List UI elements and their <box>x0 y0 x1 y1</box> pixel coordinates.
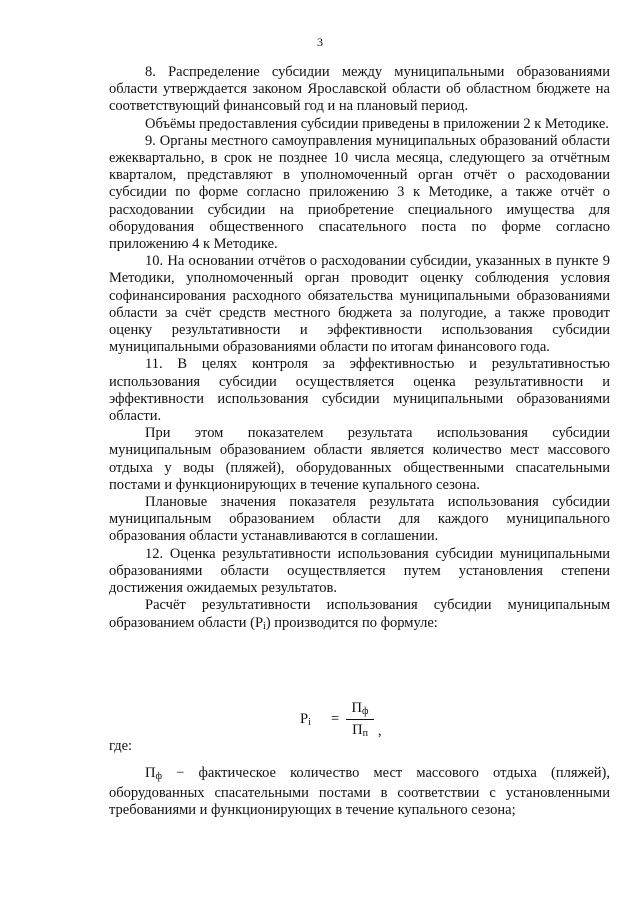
fraction-bar <box>346 719 374 720</box>
paragraph-9: 9. Органы местного самоуправления муниципальных образований области ежеквартально, в срок не позднее 10 числа месяца, следующего за отчётным кварталом, представляют в уполномоченный орган отчёт о расходовании субсидии по форме согласно приложению 3 к Методике, а также отчёт о расходовании субсидии на приобретение специального имущества для оборудования общественного спасательного поста по форме согласно приложению 4 к Методике. <box>109 132 610 253</box>
paragraph-11-planned: Плановые значения показателя результата использования субсидии муниципальным образованием области для каждого муниципального образования области устанавливаются в соглашении. <box>109 494 610 545</box>
formula-lhs-sub: i <box>308 717 311 728</box>
paragraph-10: 10. На основании отчётов о расходовании субсидии, указанных в пункте 9 Методики, уполномоченный орган проводит оценку соблюдения условия софинансирования расходного обязательства муниципальными образованиями области за счёт средств местного бюджета за полугодие, а также проводит оценку результативности и эффективности использования субсидии муниципальными образованиями области по итогам финансового года. <box>109 253 610 356</box>
definition-text: − фактическое количество мест массового отдыха (пляжей), оборудованных спасательными постами в соответствии с установленными требованиями и функционирующих в течение купального сезона; <box>109 765 610 819</box>
where-label: где: <box>109 738 133 754</box>
paragraph-12-calculation <box>109 597 610 634</box>
formula-lhs-symbol: Р <box>300 711 309 727</box>
document-body <box>109 64 610 635</box>
formula <box>300 697 420 767</box>
calc-text-2: ) производится по формуле: <box>265 614 438 631</box>
formula-lhs <box>300 711 311 728</box>
formula-equals: = <box>331 711 340 727</box>
paragraph-8-volumes: Объёмы предоставления субсидии приведены в приложении 2 к Методике. <box>145 115 609 132</box>
paragraph-11-indicator: При этом показателем результата использования субсидии муниципальным образованием области является количество мест массового отдыха у воды (пляжей), оборудованных общественными спасательными постами и функционирующих в течение купального сезона. <box>109 425 610 493</box>
page-number: 3 <box>317 35 323 49</box>
definition-symbol-sub: ф <box>155 771 162 782</box>
calc-text-1: Расчёт результативности использования субсидии муниципальным образованием области (Р <box>109 597 610 631</box>
calc-sub: i <box>263 620 266 632</box>
definition-block <box>109 765 610 820</box>
definition-fact <box>109 765 610 820</box>
formula-denominator <box>346 722 374 740</box>
paragraph-12: 12. Оценка результативности использования субсидии муниципальными образованиями области осуществляется путем установления степени достижения ожидаемых результатов. <box>109 545 610 597</box>
definition-symbol: П <box>145 765 156 781</box>
numerator-symbol: П <box>351 700 362 716</box>
formula-comma: , <box>378 723 382 739</box>
paragraph-8: 8. Распределение субсидии между муниципальными образованиями области утверждается законом Ярославской области об областном бюджете на соответствующий финансовый год и на плановый период. <box>109 64 610 115</box>
denominator-symbol: П <box>352 722 363 738</box>
numerator-sub: ф <box>362 706 369 717</box>
paragraph-11: 11. В целях контроля за эффективностью и результативностью использования субсидии осуществляется оценка результативности и эффективности использования субсидии муниципальными образованиями области. <box>109 356 610 425</box>
formula-fraction <box>346 700 374 740</box>
formula-numerator <box>346 700 374 718</box>
denominator-sub: п <box>362 728 368 739</box>
